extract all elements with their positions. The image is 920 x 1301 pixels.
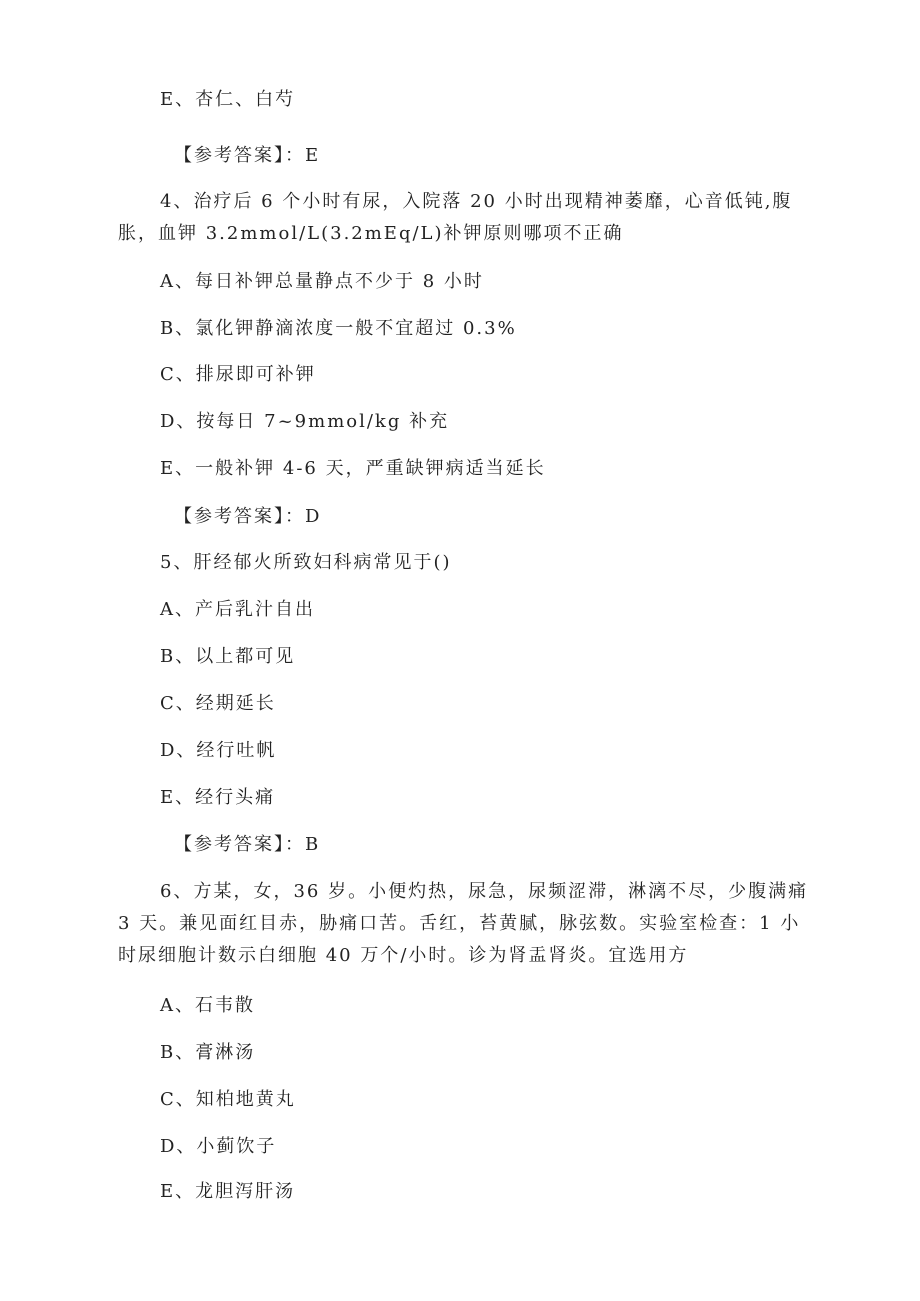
q5-stem: 5、肝经郁火所致妇科病常见于() <box>160 552 452 573</box>
q4-option-e: E、一般补钾 4-6 天，严重缺钾病适当延长 <box>160 458 546 479</box>
q4-answer: 【参考答案】：D <box>174 506 322 527</box>
prev-option-e: E、杏仁、白芍 <box>160 89 296 110</box>
q4-option-d: D、按每日 7~9mmol/kg 补充 <box>160 411 450 432</box>
q4-option-b: B、氯化钾静滴浓度一般不宜超过 0.3% <box>160 318 517 339</box>
q4-stem-line-1: 4、治疗后 6 个小时有尿，入院落 20 小时出现精神萎靡，心音低钝,腹 <box>160 191 793 212</box>
q6-stem-line-3: 时尿细胞计数示白细胞 40 万个/小时。诊为肾盂肾炎。宜选用方 <box>118 945 689 966</box>
q5-answer: 【参考答案】：B <box>174 834 321 855</box>
q5-option-e: E、经行头痛 <box>160 787 276 808</box>
q6-option-e: E、龙胆泻肝汤 <box>160 1181 296 1202</box>
q4-option-a: A、每日补钾总量静点不少于 8 小时 <box>160 271 484 292</box>
q6-option-d: D、小蓟饮子 <box>160 1136 277 1157</box>
q5-option-b: B、以上都可见 <box>160 646 296 667</box>
q5-option-a: A、产后乳汁自出 <box>160 599 315 620</box>
q4-option-c: C、排尿即可补钾 <box>160 364 316 385</box>
q6-option-b: B、膏淋汤 <box>160 1042 256 1063</box>
q4-stem-line-2: 胀，血钾 3.2mmol/L(3.2mEq/L)补钾原则哪项不正确 <box>118 223 624 244</box>
q6-stem-line-1: 6、方某，女，36 岁。小便灼热，尿急，尿频涩滞，淋漓不尽，少腹满痛 <box>160 881 809 902</box>
q5-option-c: C、经期延长 <box>160 693 276 714</box>
q6-stem-line-2: 3 天。兼见面红目赤，胁痛口苦。舌红，苔黄腻，脉弦数。实验室检查：1 小 <box>118 913 801 934</box>
q6-option-a: A、石韦散 <box>160 995 255 1016</box>
q6-option-c: C、知柏地黄丸 <box>160 1089 296 1110</box>
prev-answer: 【参考答案】：E <box>174 145 321 166</box>
q5-option-d: D、经行吐帆 <box>160 740 277 761</box>
